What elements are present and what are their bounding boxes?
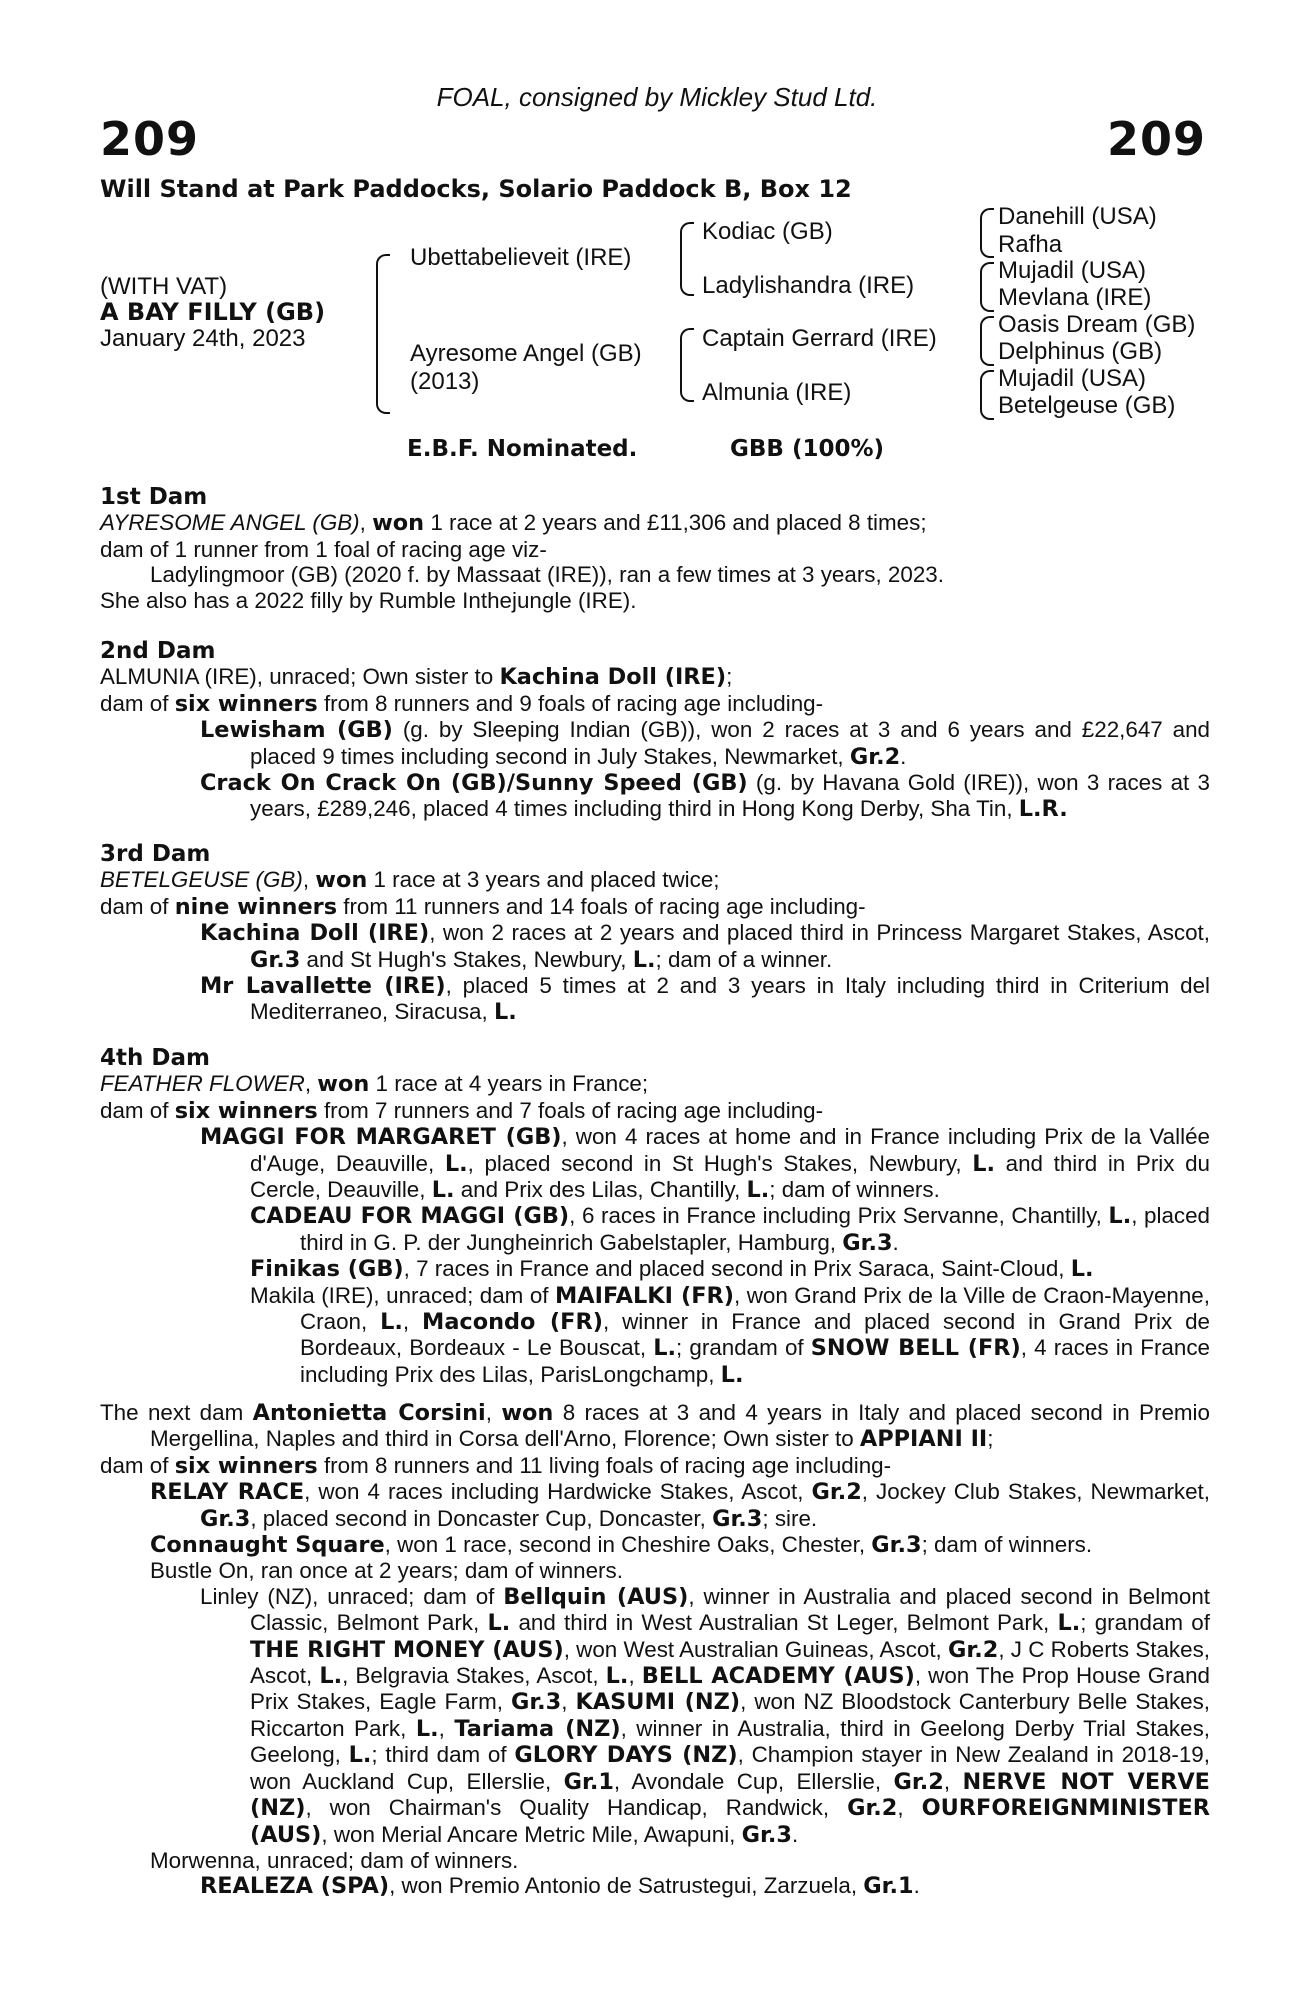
- horse-name: MAIFALKI (FR): [555, 1282, 735, 1309]
- horse-name: Crack On Crack On (GB)/Sunny Speed (GB): [200, 770, 748, 797]
- horse-name: GLORY DAYS (NZ): [514, 1742, 738, 1769]
- text: (g. by Havana Gold (IRE)), won 3 races at 3 years, £289,246, placed 4 times including third in Hong Kong Derby, Sha Tin,: [250, 770, 1211, 822]
- horse-name: NERVE NOT VERVE (NZ): [250, 1768, 1210, 1822]
- grade: L.: [653, 1335, 677, 1362]
- next-dam-entry-connaught: [100, 1532, 1210, 1558]
- horse-name: Lewisham (GB): [200, 717, 393, 744]
- first-dam-heading: 1st Dam: [100, 484, 208, 510]
- text: .: [791, 1821, 799, 1847]
- text: from 7 runners and 7 foals of racing age including-: [317, 1097, 824, 1123]
- first-dam-name: AYRESOME ANGEL (GB): [100, 510, 360, 536]
- text: , won Merial Ancare Metric Mile, Awapuni,: [321, 1821, 742, 1847]
- text: ; dam of winners.: [921, 1532, 1093, 1558]
- next-dam-entry-linley: [100, 1584, 1210, 1848]
- dam-dam: Almunia (IRE): [702, 379, 852, 406]
- text: , winner in Australia, third in Geelong Derby Trial Stakes, Geelong,: [250, 1715, 1210, 1768]
- text: (g. by Sleeping Indian (GB)), won 2 races at 3 and 6 years and £22,647 and placed 9 times including second in July Stakes, Newmarket,: [250, 717, 1210, 769]
- grade: L.: [487, 1610, 511, 1637]
- text: ,: [485, 1400, 502, 1425]
- grade: L.: [444, 1150, 468, 1177]
- grade: Gr.3: [871, 1532, 922, 1559]
- horse-name: THE RIGHT MONEY (AUS): [250, 1636, 564, 1663]
- dam: Ayresome Angel (GB): [410, 340, 642, 367]
- horse-name: SNOW BELL (FR): [810, 1335, 1021, 1362]
- consignor-line: FOAL, consigned by Mickley Stud Ltd.: [436, 82, 878, 112]
- grade: L.: [348, 1742, 372, 1769]
- horse-name: OURFOREIGNMINISTER (AUS): [250, 1795, 1210, 1848]
- foaling-date: January 24th, 2023: [100, 325, 306, 352]
- text: , won Chairman's Quality Handicap, Randwick,: [305, 1795, 848, 1821]
- winners-count: nine winners: [174, 893, 338, 920]
- text: , Avondale Cup, Ellerslie,: [613, 1768, 894, 1794]
- text: 1 race at 4 years in France;: [369, 1071, 649, 1097]
- second-dam-entry-crack-on: [100, 770, 1210, 823]
- text: and third in Prix du Cercle, Deauville,: [250, 1150, 1210, 1203]
- dsd: Delphinus (GB): [998, 338, 1163, 365]
- next-dam-record: [100, 1400, 1210, 1453]
- grade: L.: [746, 1177, 770, 1204]
- text: ,: [402, 1309, 423, 1335]
- text: ;: [987, 1426, 994, 1452]
- grade: Gr.3: [712, 1505, 763, 1532]
- horse-name: CADEAU FOR MAGGI (GB): [250, 1203, 570, 1230]
- text: ,: [438, 1715, 455, 1741]
- text: , Belgravia Stakes, Ascot,: [342, 1663, 606, 1689]
- text: ; sire.: [762, 1505, 818, 1531]
- sss: Danehill (USA): [998, 203, 1157, 230]
- next-dam-section: [100, 1400, 1210, 1900]
- grade: Gr.3: [741, 1821, 792, 1848]
- next-dam-entry-bustle: Bustle On, ran once at 2 years; dam of winners.: [150, 1558, 623, 1584]
- text: dam of: [100, 690, 175, 716]
- vat-note: (WITH VAT): [100, 273, 228, 300]
- text: , won Grand Prix de la Ville de Craon-Mayenne, Craon,: [300, 1282, 1210, 1335]
- grade: L.: [972, 1150, 996, 1177]
- third-dam-section: [100, 842, 1210, 1026]
- brace-dam: [680, 328, 694, 402]
- text: .: [892, 1229, 899, 1255]
- text: , won The Prop House Grand Prix Stakes, Eagle Farm,: [250, 1663, 1210, 1715]
- first-dam-record: AYRESOME ANGEL (GB), won 1 race at 2 years and £11,306 and placed 8 times;: [100, 510, 927, 537]
- horse-name: Bellquin (AUS): [503, 1583, 689, 1610]
- winners-count: six winners: [174, 1097, 318, 1124]
- grade: Gr.2: [849, 743, 901, 770]
- sire-dam: Ladylishandra (IRE): [702, 272, 915, 299]
- grade: Gr.1: [563, 1768, 614, 1795]
- text: , won NZ Bloodstock Canterbury Belle Stakes, Riccarton Park,: [250, 1689, 1211, 1741]
- sire-sire: Kodiac (GB): [702, 218, 833, 245]
- text: , J C Roberts Stakes, Ascot,: [250, 1636, 1210, 1689]
- horse-name: Kachina Doll (IRE): [499, 664, 727, 691]
- next-dam-entry-realeza: [100, 1873, 1210, 1899]
- text: ,: [897, 1795, 922, 1821]
- fourth-dam-section: [100, 1046, 1210, 1388]
- grade: Gr.2: [948, 1636, 999, 1663]
- grade: L.: [605, 1663, 629, 1690]
- text: ; grandam of: [1080, 1610, 1210, 1636]
- brace-ds: [980, 316, 994, 366]
- horse-name: RELAY RACE: [150, 1479, 305, 1506]
- text: ; third dam of: [371, 1742, 515, 1768]
- text: dam of: [100, 1097, 175, 1123]
- grade: Gr.2: [847, 1795, 898, 1822]
- fourth-dam-heading: 4th Dam: [100, 1045, 210, 1071]
- dam-sire: Captain Gerrard (IRE): [702, 325, 937, 352]
- fourth-dam-line2: [100, 1098, 1210, 1124]
- third-dam-entry-kachina: [100, 920, 1210, 973]
- horse-name: Mr Lavallette (IRE): [200, 973, 446, 1000]
- fourth-dam-entry-cadeau: [100, 1203, 1210, 1256]
- ebf-note: E.B.F. Nominated.: [407, 436, 638, 462]
- text: ,: [561, 1689, 576, 1715]
- text: , placed 5 times at 2 and 3 years in Italy including third in Criterium del Mediterraneo, Siracusa,: [250, 973, 1210, 1025]
- next-dam-line2: [100, 1453, 1210, 1479]
- grade: L.: [415, 1715, 439, 1742]
- text: Linley (NZ), unraced; dam of: [200, 1583, 504, 1609]
- text: from 8 runners and 11 living foals of racing age including-: [317, 1452, 892, 1478]
- text: .: [900, 743, 907, 769]
- text: , won 2 races at 2 years and placed third in Princess Margaret Stakes, Ascot,: [429, 920, 1210, 946]
- text: , 4 races in France including Prix des Lilas, ParisLongchamp,: [300, 1335, 1210, 1387]
- text: from 11 runners and 14 foals of racing age including-: [337, 893, 866, 919]
- grade: L.: [720, 1361, 744, 1388]
- text: , placed third in G. P. der Jungheinrich Gabelstapler, Hamburg,: [300, 1203, 1210, 1255]
- horse-name: Finikas (GB): [250, 1256, 404, 1283]
- fourth-dam-name: FEATHER FLOWER: [100, 1071, 305, 1097]
- grade: L.: [319, 1663, 343, 1690]
- text: , Jockey Club Stakes, Newmarket,: [861, 1479, 1210, 1505]
- stand-location: Will Stand at Park Paddocks, Solario Paddock B, Box 12: [100, 175, 852, 203]
- horse-name: BELL ACADEMY (AUS): [641, 1663, 915, 1690]
- text: and Prix des Lilas, Chantilly,: [454, 1177, 747, 1203]
- lot-number-left: 209: [100, 112, 200, 166]
- fourth-dam-entry-finikas: [100, 1256, 1210, 1282]
- grade: L.: [380, 1309, 403, 1336]
- third-dam-heading: 3rd Dam: [100, 841, 211, 867]
- text: , won 4 races at home and in France including Prix de la Vallée d'Auge, Deauville,: [250, 1124, 1210, 1176]
- grade: L.R.: [1018, 796, 1068, 823]
- text: , winner in Australia and placed second in Belmont Classic, Belmont Park,: [250, 1583, 1211, 1636]
- text: , won 4 races including Hardwicke Stakes, Ascot,: [304, 1479, 812, 1505]
- text: ; grandam of: [676, 1335, 811, 1361]
- text: , 6 races in France including Prix Servanne, Chantilly,: [569, 1203, 1109, 1229]
- next-dam-entry-relay: [100, 1479, 1210, 1532]
- lot-name: A BAY FILLY (GB): [100, 298, 326, 326]
- grade: Gr.2: [893, 1768, 944, 1795]
- text: , winner in France and placed second in Grand Prix de Bordeaux, Bordeaux - Le Bouscat,: [300, 1309, 1210, 1361]
- brace-ss: [980, 208, 994, 258]
- brace-dd: [980, 370, 994, 420]
- text: 1 race at 3 years and placed twice;: [367, 867, 720, 893]
- second-dam-entry-lewisham: [100, 717, 1210, 770]
- first-dam-produce: dam of 1 runner from 1 foal of racing age viz-: [100, 536, 547, 562]
- third-dam-record: BETELGEUSE (GB), won 1 race at 3 years and placed twice;: [100, 867, 720, 894]
- first-dam-runner: Ladylingmoor (GB) (2020 f. by Massaat (IRE)), ran a few times at 3 years, 2023.: [150, 562, 944, 588]
- horse-name: REALEZA (SPA): [200, 1873, 390, 1900]
- fourth-dam-record: FEATHER FLOWER, won 1 race at 4 years in France;: [100, 1071, 649, 1098]
- text: , won West Australian Guineas, Ascot,: [563, 1636, 949, 1662]
- text: ALMUNIA (IRE), unraced; Own sister to: [100, 664, 500, 690]
- won-label: won: [372, 510, 425, 537]
- winners-count: six winners: [174, 1452, 318, 1479]
- fourth-dam-entry-makila: [100, 1283, 1210, 1389]
- text: , 7 races in France and placed second in Prix Saraca, Saint-Cloud,: [403, 1256, 1071, 1282]
- won-label: won: [501, 1400, 554, 1426]
- sire: Ubettabelieveit (IRE): [410, 244, 632, 271]
- text: ; dam of a winner.: [655, 946, 833, 972]
- winners-count: six winners: [174, 690, 318, 717]
- text: 8 races at 3 and 4 years in Italy and placed second in Premio Mergellina, Naples and third in Corsa dell'Arno, Florence; Own sister to: [150, 1400, 1210, 1452]
- dam-year: (2013): [410, 368, 480, 395]
- text: The next dam: [100, 1400, 253, 1425]
- grade: Gr.3: [250, 946, 301, 973]
- grade: L.: [1108, 1203, 1132, 1230]
- horse-name: APPIANI II: [859, 1426, 988, 1453]
- text: .: [913, 1873, 920, 1899]
- text: ,: [943, 1768, 963, 1794]
- text: and St Hugh's Stakes, Newbury,: [300, 946, 633, 972]
- dss: Oasis Dream (GB): [998, 311, 1196, 338]
- grade: L.: [632, 946, 656, 973]
- grade: L.: [1057, 1610, 1081, 1637]
- brace-sd: [980, 262, 994, 312]
- text: Makila (IRE), unraced; dam of: [250, 1282, 555, 1308]
- horse-name: Tariama (NZ): [454, 1715, 621, 1742]
- brace-main: [376, 254, 390, 414]
- horse-name: KASUMI (NZ): [575, 1689, 741, 1716]
- third-dam-entry-lavallette: [100, 973, 1210, 1026]
- horse-name: Connaught Square: [150, 1532, 385, 1559]
- sds: Mujadil (USA): [998, 257, 1147, 284]
- won-label: won: [315, 867, 368, 894]
- ssd: Rafha: [998, 231, 1063, 258]
- third-dam-name: BETELGEUSE (GB): [100, 867, 303, 893]
- second-dam-line1: [100, 664, 1210, 690]
- second-dam-line2: [100, 691, 1210, 717]
- record-text: 1 race at 2 years and £11,306 and placed 8 times;: [424, 510, 927, 536]
- horse-name: Kachina Doll (IRE): [200, 920, 430, 947]
- grade: Gr.3: [842, 1229, 893, 1256]
- text: , Champion stayer in New Zealand in 2018-19, won Auckland Cup, Ellerslie,: [250, 1742, 1210, 1794]
- text: and third in West Australian St Leger, Belmont Park,: [510, 1610, 1058, 1636]
- text: dam of: [100, 893, 175, 919]
- next-dam-entry-morwenna: Morwenna, unraced; dam of winners.: [150, 1847, 519, 1873]
- text: , won 1 race, second in Cheshire Oaks, Chester,: [384, 1532, 872, 1558]
- grade: Gr.3: [510, 1689, 562, 1716]
- grade: L.: [493, 999, 517, 1026]
- text: ;: [726, 664, 733, 690]
- text: , placed second in St Hugh's Stakes, Newbury,: [467, 1150, 973, 1176]
- gbb-note: GBB (100%): [730, 436, 885, 462]
- second-dam-section: [100, 639, 1210, 823]
- dds: Mujadil (USA): [998, 365, 1147, 392]
- lot-number-right: 209: [1106, 112, 1206, 166]
- horse-name: Macondo (FR): [422, 1309, 603, 1336]
- first-dam-note: She also has a 2022 filly by Rumble Inthejungle (IRE).: [100, 587, 637, 613]
- fourth-dam-entry-maggi: [100, 1124, 1210, 1203]
- text: ; dam of winners.: [769, 1177, 940, 1203]
- grade: Gr.3: [200, 1505, 251, 1532]
- text: ,: [628, 1663, 642, 1689]
- text: from 8 runners and 9 foals of racing age including-: [317, 690, 824, 716]
- ddd: Betelgeuse (GB): [998, 392, 1176, 419]
- grade: Gr.2: [811, 1479, 862, 1506]
- grade: L.: [431, 1177, 455, 1204]
- brace-sire: [680, 222, 694, 296]
- text: dam of: [100, 1452, 175, 1478]
- text: , placed second in Doncaster Cup, Doncaster,: [250, 1505, 713, 1531]
- second-dam-heading: 2nd Dam: [100, 638, 216, 664]
- grade: Gr.1: [863, 1873, 914, 1900]
- sdd: Mevlana (IRE): [998, 284, 1152, 311]
- won-label: won: [317, 1071, 370, 1098]
- text: , won Premio Antonio de Satrustegui, Zarzuela,: [389, 1873, 864, 1899]
- horse-name: Antonietta Corsini: [252, 1400, 486, 1426]
- first-dam-section: [100, 485, 1210, 613]
- horse-name: MAGGI FOR MARGARET (GB): [200, 1124, 562, 1151]
- third-dam-line2: [100, 894, 1210, 920]
- grade: L.: [1070, 1256, 1094, 1283]
